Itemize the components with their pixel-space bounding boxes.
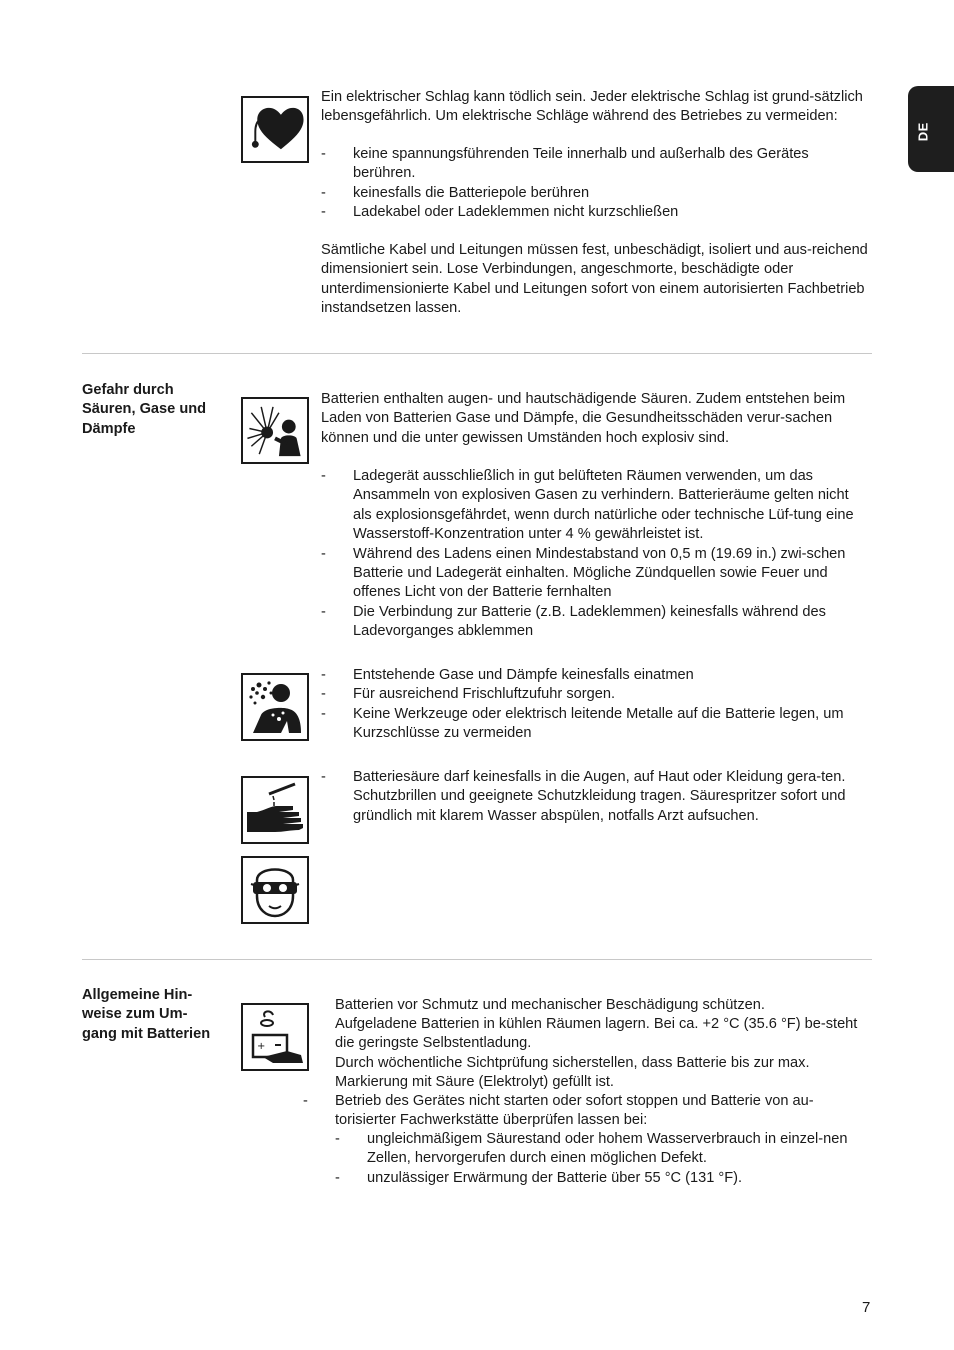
language-tab: [908, 86, 954, 172]
general-para-3: Durch wöchentliche Sichtprüfung sicherstellen, dass Batterie bis zur max. Markierung mit Säure (Elektrolyt) gefüllt ist.: [335, 1055, 810, 1091]
acid-intro-text: Batterien enthalten augen- und hautschädigende Säuren. Zudem entstehen beim Laden von Batterien Gase und Dämpfe, die Gesundheitsschäden verur-sachen können und die unter gewissen Umständen hoch explosiv sind.: [321, 391, 846, 446]
section-divider: [82, 959, 872, 960]
safety-goggles-icon: [241, 856, 309, 924]
language-tab-label: DE: [915, 122, 931, 142]
acid-bullet-list-b: [321, 666, 869, 744]
battery-handling-icon: [241, 1003, 309, 1071]
list-item: - Während des Ladens einen Mindestabstand von 0,5 m (19.69 in.) zwi-schen Batterie und Ladegerät einhalten. Mögliche Zündquellen sowie Feuer und offenes Licht von der Batterie fernhalten: [321, 545, 869, 603]
list-item: - Batteriesäure darf keinesfalls in die Augen, auf Haut oder Kleidung gera-ten. Schutzbrillen und geeignete Schutzkleidung tragen. Säurespritzer sofort und gründlich mit klarem Wasser abspülen, notfalls Arzt aufsuchen.: [321, 768, 869, 826]
electric-shock-heart-icon: [241, 96, 309, 163]
general-bullet-list: [303, 1092, 869, 1131]
section-heading-general: Allgemeine Hin-weise zum Um-gang mit Batterien: [82, 987, 211, 1042]
shock-intro-text: Ein elektrischer Schlag kann tödlich sein. Jeder elektrische Schlag ist grund-sätzlich lebensgefährlich. Um elektrische Schläge während des Betriebes zu vermeiden:: [321, 89, 863, 125]
svg-text:+: +: [257, 1041, 266, 1052]
list-item: - keinesfalls die Batteriepole berühren: [321, 184, 869, 203]
list-item: - Keine Werkzeuge oder elektrisch leitende Metalle auf die Batterie legen, um Kurzschlüsse zu vermeiden: [321, 705, 869, 744]
list-item: - Für ausreichend Frischluftzufuhr sorgen.: [321, 685, 869, 704]
general-para-1: Batterien vor Schmutz und mechanischer Beschädigung schützen.: [335, 997, 765, 1013]
list-item: - Die Verbindung zur Batterie (z.B. Ladeklemmen) keinesfalls während des Ladevorganges abklemmen: [321, 603, 869, 642]
acid-bullet-list-a: [321, 467, 869, 642]
list-item: - Entstehende Gase und Dämpfe keinesfalls einatmen: [321, 666, 869, 685]
corrosive-hand-icon: [241, 776, 309, 844]
shock-bullet-list: [321, 145, 869, 223]
list-item: - keine spannungsführenden Teile innerhalb und außerhalb des Gerätes berühren.: [321, 145, 869, 184]
section-divider: [82, 353, 872, 354]
section-heading-acid: Gefahr durch Säuren, Gase und Dämpfe: [82, 382, 207, 437]
explosion-icon: [241, 397, 309, 464]
general-sub-bullet-list: [335, 1130, 869, 1188]
list-item: - Betrieb des Gerätes nicht starten oder sofort stoppen und Batterie von au-torisierter Fachwerkstätte überprüfen lassen bei:: [303, 1092, 869, 1131]
list-item: - Ladegerät ausschließlich in gut belüfteten Räumen verwenden, um das Ansammeln von explosiven Gasen zu verhindern. Batterieräume gelten nicht als explosionsgefährdet, wenn durch natürliche oder technische Lüf-tung eine Wasserstoff-Konzentration unter 4 % gewährleistet ist.: [321, 467, 869, 545]
toxic-gas-icon: [241, 673, 309, 741]
acid-bullet-list-c: [321, 768, 869, 826]
page-number: 7: [862, 1299, 871, 1316]
list-item: - Ladekabel oder Ladeklemmen nicht kurzschließen: [321, 203, 869, 222]
cables-paragraph: Sämtliche Kabel und Leitungen müssen fest, unbeschädigt, isoliert und aus-reichend dimensioniert sein. Lose Verbindungen, angeschmorte, beschädigte oder unterdimensionierte Kabel und Leitungen sofort von einem autorisierten Fachbetrieb instandsetzen lassen.: [321, 242, 868, 317]
general-para-2: Aufgeladene Batterien in kühlen Räumen lagern. Bei ca. +2 °C (35.6 °F) be-steht die geringste Selbstentladung.: [335, 1016, 858, 1052]
list-item: - unzulässiger Erwärmung der Batterie über 55 °C (131 °F).: [335, 1169, 869, 1188]
list-item: - ungleichmäßigem Säurestand oder hohem Wasserverbrauch in einzel-nen Zellen, hervorgerufen durch einen möglichen Defekt.: [335, 1130, 869, 1169]
